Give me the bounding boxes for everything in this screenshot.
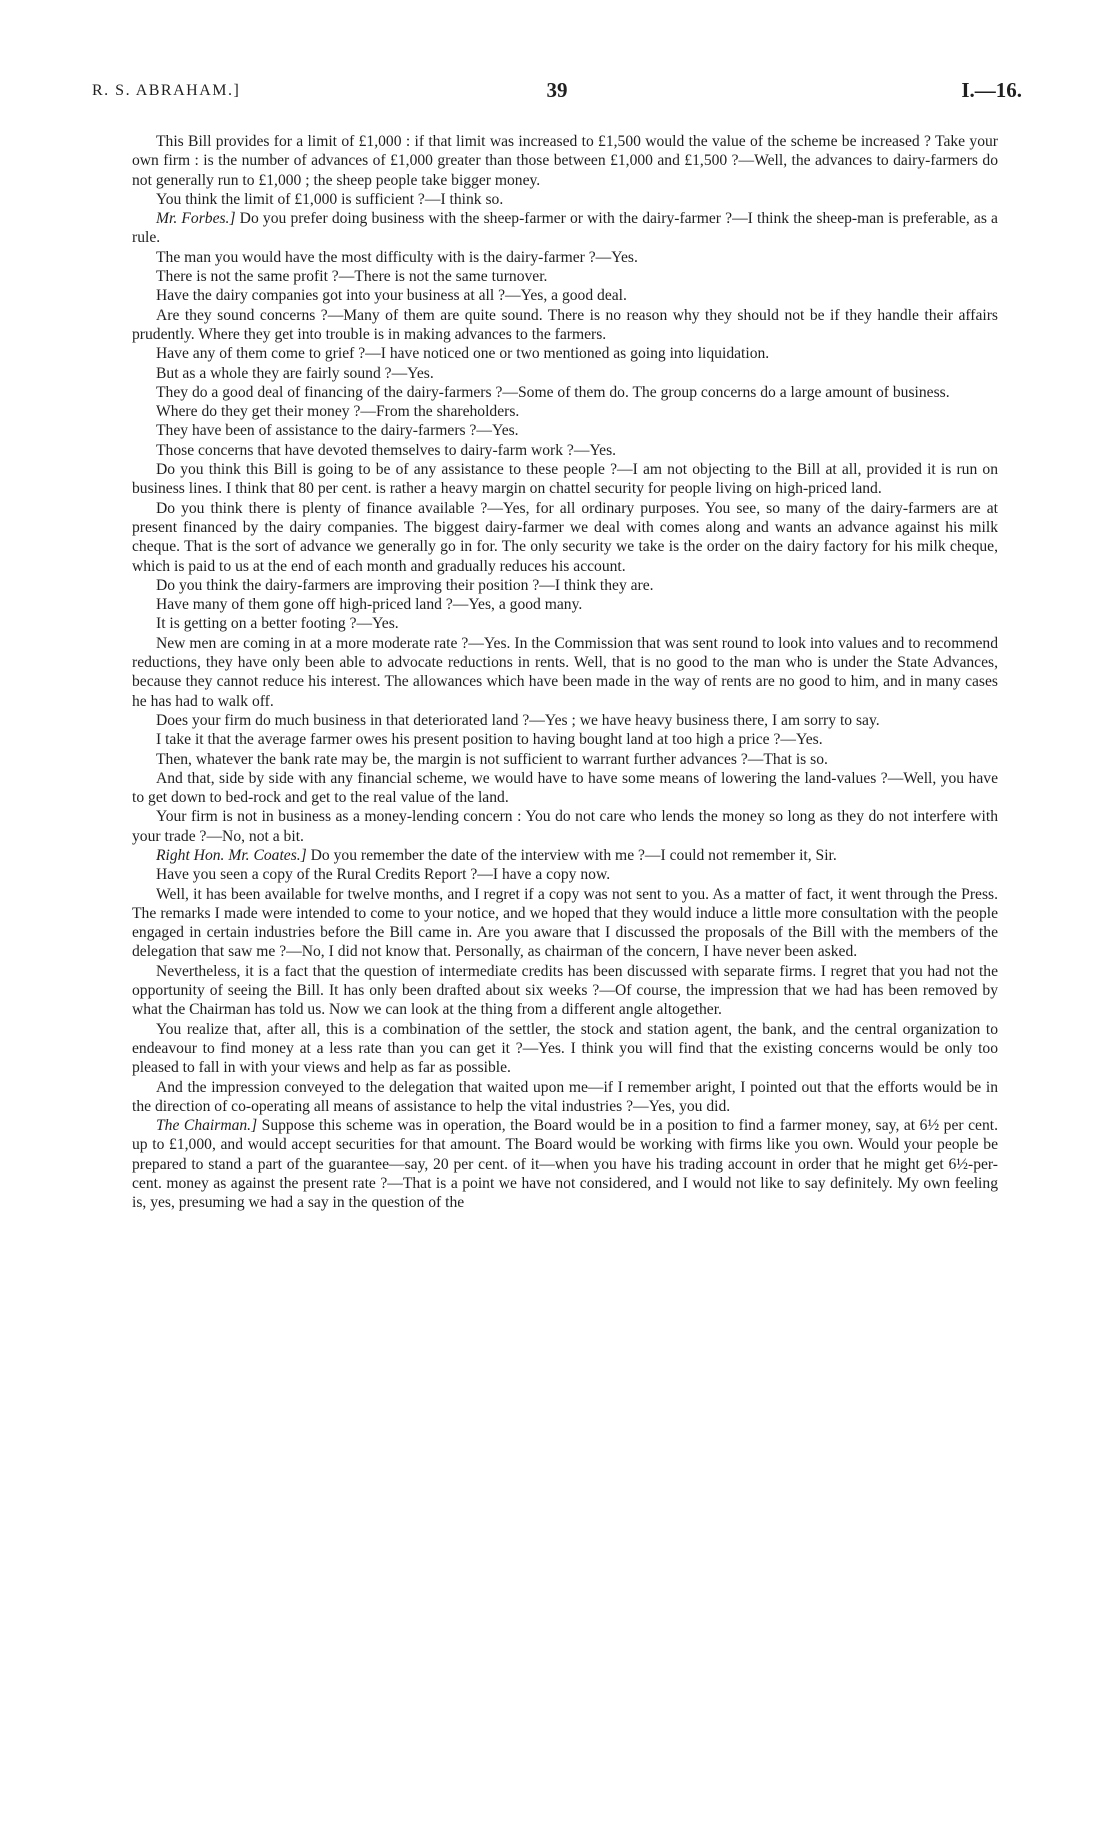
transcript-paragraph [132,132,998,190]
transcript-paragraph [132,1116,998,1212]
paragraph-text: Have any of them come to grief ?—I have noticed one or two mentioned as going into liquidation. [156,345,770,363]
transcript-paragraph [132,576,998,595]
document-reference: I.—16. [961,78,1022,102]
transcript-paragraph [132,209,998,248]
transcript-paragraph [132,885,998,962]
transcript-paragraph [132,441,998,460]
transcript-paragraph [132,421,998,440]
paragraph-text: Suppose this scheme was in operation, the Board would be in a position to find a farmer money, say, at 6½ per cent. up to £1,000, and would accept securities for that amount. The Board would be working with firms like you own. Would your people be prepared to stand a part of the guarantee—say, 20 per cent. of it—when you have his trading account in order that he might get 6½-per-cent. money as against the present rate ?—That is a point we have not considered, and I would not like to say definitely. My own feeling is, yes, presuming we had a say in the question of the [132,1117,998,1212]
paragraph-text: Have you seen a copy of the Rural Credits Report ?—I have a copy now. [156,866,611,884]
paragraph-text: Do you remember the date of the interview with me ?—I could not remember it, Sir. [306,846,837,864]
speaker-label: The Chairman.] [156,1117,258,1135]
paragraph-text: Your firm is not in business as a money-lending concern : You do not care who lends the money so long as they do not interfere with your trade ?—No, not a bit. [132,808,998,845]
paragraph-text: It is getting on a better footing ?—Yes. [156,615,399,633]
paragraph-text: You think the limit of £1,000 is sufficient ?—I think so. [156,190,504,208]
paragraph-text: Then, whatever the bank rate may be, the margin is not sufficient to warrant further advances ?—That is so. [156,750,828,768]
transcript-paragraph [132,846,998,865]
paragraph-text: Do you think this Bill is going to be of any assistance to these people ?—I am not objecting to the Bill at all, provided it is run on business lines. I think that 80 per cent. is rather a heavy margin on chattel security for people living on high-priced land. [132,461,998,498]
transcript-paragraph [132,190,998,209]
transcript-paragraph [132,364,998,383]
transcript-paragraph [132,286,998,305]
transcript-paragraph [132,460,998,499]
witness-name-header: R. S. ABRAHAM.] [92,82,241,99]
transcript-paragraph [132,750,998,769]
paragraph-text: Have the dairy companies got into your business at all ?—Yes, a good deal. [156,287,627,305]
page-number: 39 [546,78,568,102]
page-header [92,78,1022,108]
paragraph-text: This Bill provides for a limit of £1,000 : if that limit was increased to £1,500 would the value of the scheme be increased ? Take your own firm : is the number of advances of £1,000 greater than those between £1,000 and £1,500 ?—Well, the advances to dairy-farmers do not generally run to £1,000 ; the sheep people take bigger money. [132,133,998,189]
transcript-paragraph [132,807,998,846]
paragraph-text: Nevertheless, it is a fact that the question of intermediate credits has been discussed with separate firms. I regret that you had not the opportunity of seeing the Bill. It has only been drafted about six weeks ?—Of course, the impression that we had has been removed by what the Chairman has told us. Now we can look at the thing from a different angle altogether. [132,962,998,1019]
transcript-paragraph [132,1020,998,1078]
paragraph-text: Where do they get their money ?—From the shareholders. [156,403,520,421]
transcript-paragraph [132,595,998,614]
paragraph-text: Have many of them gone off high-priced land ?—Yes, a good many. [156,596,583,614]
transcript-paragraph [132,614,998,633]
paragraph-text: Do you think the dairy-farmers are improving their position ?—I think they are. [156,576,654,594]
paragraph-text: I take it that the average farmer owes his present position to having bought land at too high a price ?—Yes. [156,731,823,749]
transcript-paragraph [132,248,998,267]
transcript-paragraph [132,402,998,421]
paragraph-text: Do you prefer doing business with the sheep-farmer or with the dairy-farmer ?—I think the sheep-man is preferable, as a rule. [132,210,998,247]
transcript-paragraph [132,267,998,286]
paragraph-text: There is not the same profit ?—There is not the same turnover. [156,268,548,286]
transcript-paragraph [132,344,998,363]
transcript-paragraph [132,634,998,711]
paragraph-text: Those concerns that have devoted themselves to dairy-farm work ?—Yes. [156,441,617,459]
paragraph-text: You realize that, after all, this is a combination of the settler, the stock and station agent, the bank, and the central organization to endeavour to find money at a less rate than you can get it ?—Yes. I think you will find that the existing concerns would be only too pleased to fall in with your views and help as far as possible. [132,1020,998,1077]
paragraph-text: Does your firm do much business in that deteriorated land ?—Yes ; we have heavy business there, I am sorry to say. [156,711,880,729]
transcript-paragraph [132,306,998,345]
paragraph-text: Do you think there is plenty of finance available ?—Yes, for all ordinary purposes. You see, so many of the dairy-farmers are at present financed by the dairy companies. The biggest dairy-farmer we deal with comes along and wants an advance against his milk cheque. That is the sort of advance we generally go in for. The only security we take is the order on the dairy factory for his milk cheque, which is paid to us at the end of each month and gradually reduces his account. [132,499,998,575]
transcript-paragraph [132,711,998,730]
paragraph-text: Well, it has been available for twelve months, and I regret if a copy was not sent to you. As a matter of fact, it went through the Press. The remarks I made were intended to come to your notice, and we hoped that they would induce a little more consultation with the people engaged in certain industries before the Bill came in. Are you aware that I discussed the proposals of the Bill with the members of the delegation that saw me ?—No, I did not know that. Personally, as chairman of the concern, I have never been asked. [132,885,998,961]
paragraph-text: Are they sound concerns ?—Many of them are quite sound. There is no reason why they should not be if they handle their affairs prudently. Where they get into trouble is in making advances to the farmers. [132,306,998,343]
transcript-paragraph [132,383,998,402]
paragraph-text: And that, side by side with any financial scheme, we would have to have some means of lowering the land-values ?—Well, you have to get down to bed-rock and get to the real value of the land. [132,769,998,807]
transcript-paragraph [132,730,998,749]
paragraph-text: The man you would have the most difficulty with is the dairy-farmer ?—Yes. [156,248,638,266]
transcript-paragraph [132,962,998,1020]
speaker-label: Mr. Forbes.] [156,210,236,228]
paragraph-text: New men are coming in at a more moderate rate ?—Yes. In the Commission that was sent round to look into values and to recommend reductions, they have only been able to advocate reductions in rents. Well, that is no good to the man who is under the State Advances, because they cannot reduce his interest. The allowances which have been made in the way of rents are no good to him, and in many cases he has had to walk off. [132,634,998,710]
paragraph-text: They have been of assistance to the dairy-farmers ?—Yes. [156,422,519,440]
paragraph-text: They do a good deal of financing of the dairy-farmers ?—Some of them do. The group concerns do a large amount of business. [156,383,950,401]
transcript-paragraph [132,769,998,808]
paragraph-text: But as a whole they are fairly sound ?—Yes. [156,364,434,382]
transcript-paragraph [132,499,998,576]
transcript-paragraph [132,1078,998,1117]
transcript-paragraph [132,865,998,884]
paragraph-text: And the impression conveyed to the delegation that waited upon me—if I remember aright, I pointed out that the efforts would be in the direction of co-operating all means of assistance to help the vital industries ?—Yes, you did. [132,1078,998,1115]
transcript-body [132,132,998,1213]
speaker-label: Right Hon. Mr. Coates.] [156,846,307,864]
